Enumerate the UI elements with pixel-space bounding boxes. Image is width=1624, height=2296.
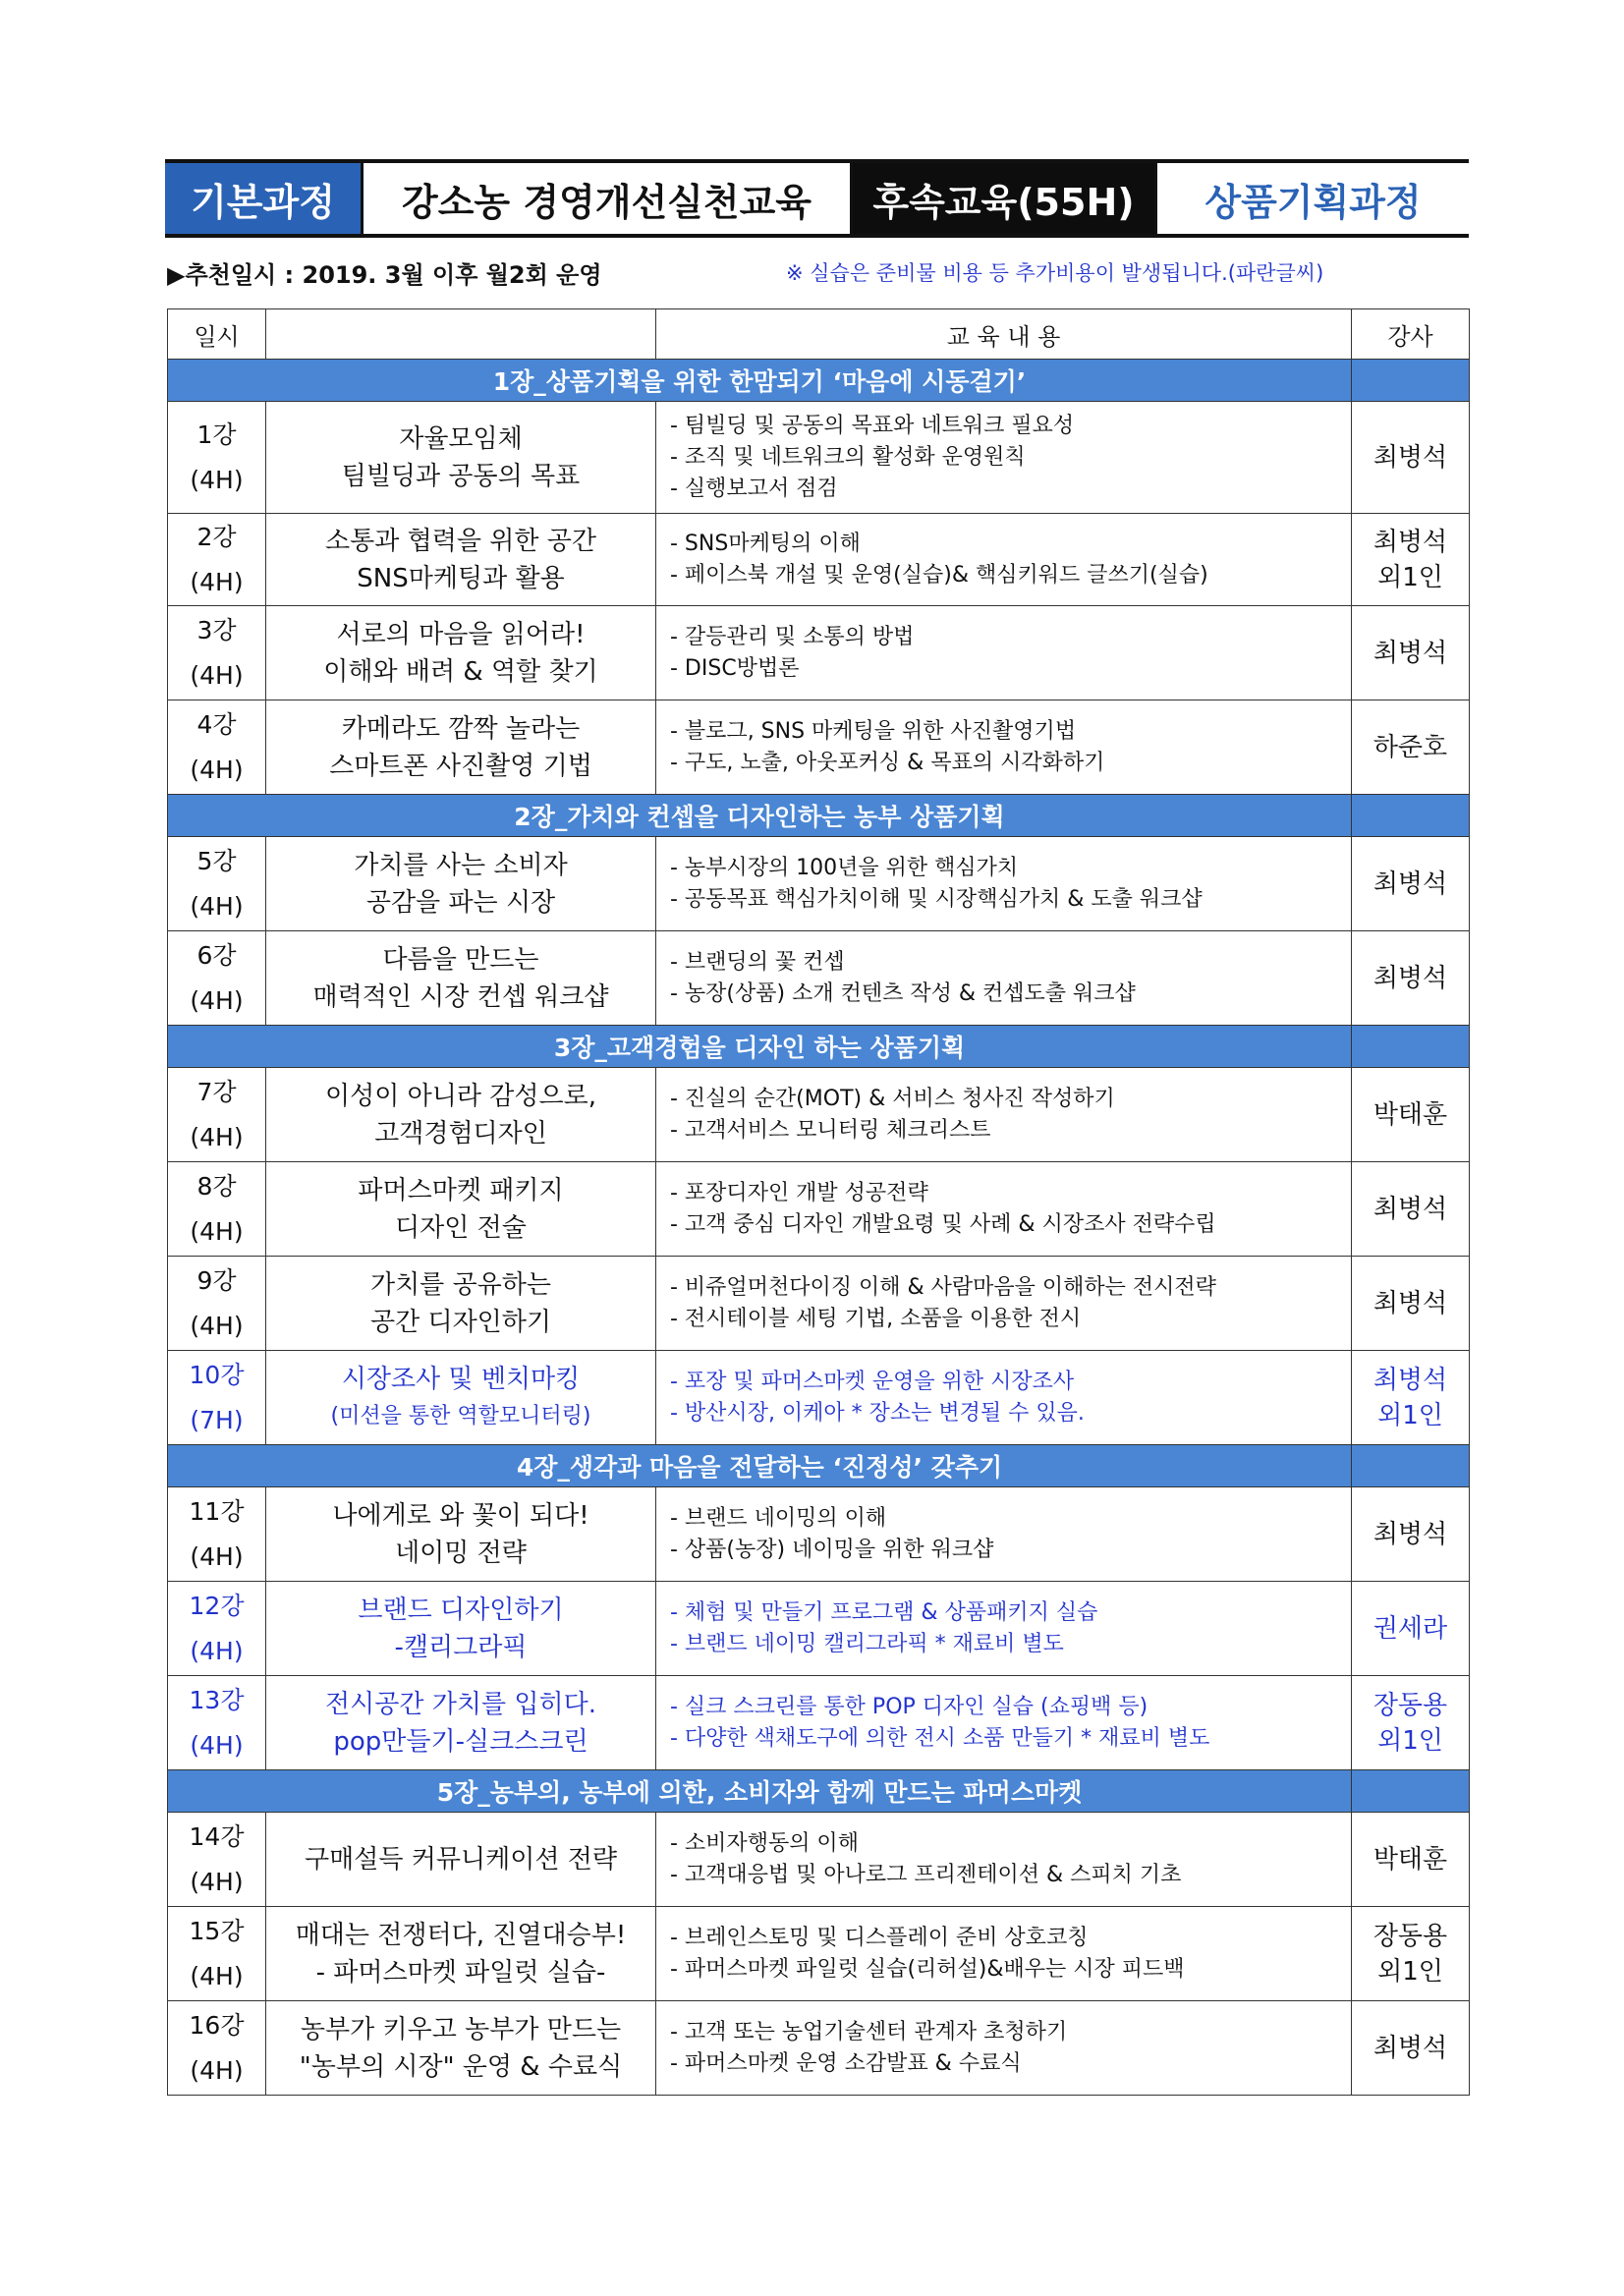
teacher-cell — [1352, 1813, 1470, 1907]
content-item: - 공동목표 핵심가치이해 및 시장핵심가치 & 도출 워크샵 — [670, 886, 1203, 912]
session-hours: (4H) — [190, 1216, 244, 1246]
session-title-line: -캘리그라픽 — [394, 1632, 528, 1662]
session-number: 12강 — [189, 1591, 245, 1620]
content-item: - 고객대응법 및 아나로그 프리젠테이션 & 스피치 기초 — [670, 1862, 1182, 1887]
column-header-content: 교 육 내 용 — [656, 309, 1352, 360]
session-title-line: 고객경험디자인 — [374, 1118, 547, 1148]
basic-course-label: 기본과정 — [165, 163, 364, 234]
table-row — [168, 1582, 1470, 1676]
content-item: - 브레인스토밍 및 디스플레이 준비 상호코칭 — [670, 1925, 1089, 1950]
table-row — [168, 606, 1470, 700]
session-content-cell — [656, 1907, 1352, 2001]
teacher-cell — [1352, 1351, 1470, 1445]
content-item: - 농부시장의 100년을 위한 핵심가치 — [670, 855, 1019, 880]
session-cell — [168, 514, 266, 606]
session-number: 9강 — [196, 1265, 237, 1295]
session-cell — [168, 1907, 266, 2001]
session-title-cell — [266, 2001, 656, 2096]
content-item: - 브랜딩의 꽃 컨셉 — [670, 949, 845, 975]
session-hours: (4H) — [190, 1636, 244, 1665]
table-row — [168, 1162, 1470, 1257]
session-title-line: 브랜드 디자인하기 — [358, 1595, 564, 1625]
session-title-line: 전시공간 가치를 입히다. — [325, 1689, 596, 1719]
session-cell — [168, 1487, 266, 1582]
header-bar — [165, 159, 1469, 238]
session-title-cell — [266, 931, 656, 1026]
teacher-name: 외1인 — [1377, 1956, 1443, 1987]
cost-note: ※ 실습은 준비물 비용 등 추가비용이 발생됩니다.(파란글씨) — [786, 261, 1324, 285]
session-title-line: (미션을 통한 역할모니터링) — [330, 1403, 591, 1428]
session-content-cell — [656, 1813, 1352, 1907]
teacher-name: 외1인 — [1377, 1400, 1443, 1430]
column-header-blank — [266, 309, 656, 360]
teacher-cell — [1352, 1676, 1470, 1770]
session-content-cell — [656, 514, 1352, 606]
teacher-name: 박태훈 — [1372, 1844, 1448, 1875]
content-item: - 갈등관리 및 소통의 방법 — [670, 624, 915, 649]
teacher-cell — [1352, 1907, 1470, 2001]
content-item: - 실행보고서 점검 — [670, 476, 838, 501]
session-content-cell — [656, 700, 1352, 795]
table-row — [168, 1907, 1470, 2001]
session-title-line: - 파머스마켓 파일럿 실습- — [315, 1957, 606, 1988]
chapter-blank-cell — [1352, 1445, 1470, 1487]
table-row — [168, 837, 1470, 931]
session-number: 6강 — [196, 940, 237, 970]
session-title-line: 구매설득 커뮤니케이션 전략 — [305, 1844, 617, 1875]
content-item: - 비쥬얼머천다이징 이해 & 사람마음을 이해하는 전시전략 — [670, 1274, 1216, 1300]
session-hours: (4H) — [190, 985, 244, 1015]
chapter-blank-cell — [1352, 360, 1470, 402]
teacher-cell — [1352, 1257, 1470, 1351]
session-content-cell — [656, 1582, 1352, 1676]
session-content-cell — [656, 2001, 1352, 2096]
table-row — [168, 1487, 1470, 1582]
session-title-line: 매대는 전쟁터다, 진열대승부! — [295, 1920, 627, 1950]
teacher-name: 외1인 — [1377, 562, 1443, 592]
session-title-cell — [266, 1907, 656, 2001]
chapter-row — [168, 360, 1470, 402]
session-title-line: 나에게로 와 꽃이 되다! — [332, 1500, 589, 1531]
session-content-cell — [656, 402, 1352, 514]
session-cell — [168, 931, 266, 1026]
content-item: - 포장디자인 개발 성공전략 — [670, 1180, 928, 1205]
teacher-cell — [1352, 837, 1470, 931]
session-title-cell — [266, 1257, 656, 1351]
teacher-name: 장동용 — [1372, 1921, 1448, 1951]
content-item: - 실크 스크린를 통한 POP 디자인 실습 (쇼핑백 등) — [670, 1694, 1148, 1719]
content-item: - 블로그, SNS 마케팅을 위한 사진촬영기법 — [670, 718, 1077, 744]
teacher-name: 권세라 — [1372, 1613, 1448, 1644]
content-item: - 브랜드 네이밍 캘리그라픽 * 재료비 별도 — [670, 1631, 1064, 1656]
content-item: - 방산시장, 이케아 * 장소는 변경될 수 있음. — [670, 1400, 1085, 1426]
teacher-cell — [1352, 514, 1470, 606]
session-title-cell — [266, 837, 656, 931]
session-title-line: 공간 디자인하기 — [369, 1307, 552, 1337]
teacher-name: 장동용 — [1372, 1690, 1448, 1720]
session-number: 4강 — [196, 709, 237, 739]
session-cell — [168, 1162, 266, 1257]
session-title-line: 가치를 공유하는 — [369, 1269, 552, 1300]
session-number: 1강 — [196, 420, 237, 449]
teacher-name: 최병석 — [1372, 1519, 1448, 1549]
session-cell — [168, 1813, 266, 1907]
table-row — [168, 1257, 1470, 1351]
session-cell — [168, 1582, 266, 1676]
session-cell — [168, 700, 266, 795]
content-item: - 고객 또는 농업기술센터 관계자 초청하기 — [670, 2019, 1068, 2044]
session-number: 2강 — [196, 522, 237, 551]
column-header-teacher: 강사 — [1352, 309, 1470, 360]
teacher-name: 최병석 — [1372, 963, 1448, 993]
session-title-line: SNS마케팅과 활용 — [357, 563, 565, 593]
content-item: - 조직 및 네트워크의 활성화 운영원칙 — [670, 444, 1026, 470]
session-title-line: 다름을 만드는 — [382, 944, 539, 975]
session-title-line: 소통과 협력을 위한 공간 — [325, 526, 596, 556]
table-row — [168, 402, 1470, 514]
session-hours: (4H) — [190, 660, 244, 690]
teacher-name: 외1인 — [1377, 1725, 1443, 1756]
session-number: 7강 — [196, 1077, 237, 1106]
session-title-line: 농부가 키우고 농부가 만드는 — [300, 2014, 622, 2044]
session-number: 3강 — [196, 615, 237, 644]
session-cell — [168, 1257, 266, 1351]
session-title-cell — [266, 606, 656, 700]
session-content-cell — [656, 1351, 1352, 1445]
content-item: - 다양한 색채도구에 의한 전시 소품 만들기 * 재료비 별도 — [670, 1725, 1210, 1751]
session-content-cell — [656, 1676, 1352, 1770]
session-hours: (4H) — [190, 1867, 244, 1896]
session-content-cell — [656, 837, 1352, 931]
session-title-line: 이해와 배려 & 역할 찾기 — [323, 656, 598, 687]
teacher-cell — [1352, 1582, 1470, 1676]
session-hours: (7H) — [190, 1405, 244, 1434]
content-item: - 농장(상품) 소개 컨텐츠 작성 & 컨셉도출 워크샵 — [670, 980, 1136, 1006]
content-item: - DISC방법론 — [670, 655, 800, 681]
session-hours: (4H) — [190, 1541, 244, 1571]
session-cell — [168, 1676, 266, 1770]
chapter-blank-cell — [1352, 1770, 1470, 1813]
chapter-blank-cell — [1352, 795, 1470, 837]
session-title-line: 이성이 아니라 감성으로, — [325, 1081, 596, 1111]
teacher-name: 최병석 — [1372, 868, 1448, 899]
teacher-cell — [1352, 1162, 1470, 1257]
session-title-cell — [266, 1676, 656, 1770]
chapter-row — [168, 1445, 1470, 1487]
content-item: - 체험 및 만들기 프로그램 & 상품패키지 실습 — [670, 1599, 1098, 1625]
session-title-line: 팀빌딩과 공동의 목표 — [341, 461, 581, 491]
table-row — [168, 2001, 1470, 2096]
table-row — [168, 1676, 1470, 1770]
session-content-cell — [656, 1487, 1352, 1582]
session-title-cell — [266, 402, 656, 514]
teacher-name: 하준호 — [1372, 732, 1448, 762]
session-title-cell — [266, 1582, 656, 1676]
session-title-cell — [266, 700, 656, 795]
session-title-line: 공감을 파는 시장 — [365, 887, 556, 918]
session-hours: (4H) — [190, 567, 244, 596]
content-item: - 파머스마켓 운영 소감발표 & 수료식 — [670, 2050, 1022, 2076]
session-cell — [168, 2001, 266, 2096]
session-hours: (4H) — [190, 1730, 244, 1760]
session-title-cell — [266, 514, 656, 606]
session-hours: (4H) — [190, 465, 244, 494]
chapter-title: 3장_고객경험을 디자인 하는 상품기획 — [168, 1026, 1352, 1068]
content-item: - SNS마케팅의 이해 — [670, 531, 861, 556]
content-item: - 포장 및 파머스마켓 운영을 위한 시장조사 — [670, 1369, 1075, 1394]
session-title-cell — [266, 1813, 656, 1907]
teacher-cell — [1352, 606, 1470, 700]
course-name: 강소농 경영개선실천교육 — [364, 163, 853, 234]
session-title-line: 파머스마켓 패키지 — [358, 1175, 564, 1205]
table-row — [168, 1351, 1470, 1445]
schedule-table — [167, 308, 1470, 2096]
table-row — [168, 1813, 1470, 1907]
session-title-line: 가치를 사는 소비자 — [354, 850, 568, 880]
session-number: 10강 — [189, 1360, 245, 1389]
teacher-cell — [1352, 1068, 1470, 1162]
chapter-row — [168, 795, 1470, 837]
content-item: - 상품(농장) 네이밍을 위한 워크샵 — [670, 1537, 994, 1562]
session-title-line: 매력적인 시장 컨셉 워크샵 — [312, 981, 609, 1012]
session-content-cell — [656, 931, 1352, 1026]
content-item: - 구도, 노출, 아웃포커싱 & 목표의 시각화하기 — [670, 750, 1105, 775]
content-item: - 팀빌딩 및 공동의 목표와 네트워크 필요성 — [670, 413, 1075, 438]
teacher-name: 최병석 — [1372, 442, 1448, 473]
table-row — [168, 700, 1470, 795]
teacher-name: 최병석 — [1372, 1365, 1448, 1395]
session-cell — [168, 837, 266, 931]
chapter-row — [168, 1770, 1470, 1813]
teacher-cell — [1352, 402, 1470, 514]
teacher-cell — [1352, 931, 1470, 1026]
session-title-line: 스마트폰 사진촬영 기법 — [329, 751, 592, 781]
teacher-cell — [1352, 1487, 1470, 1582]
followup-label: 후속교육(55H) — [853, 163, 1157, 234]
column-header-date: 일시 — [168, 309, 266, 360]
session-title-cell — [266, 1487, 656, 1582]
chapter-row — [168, 1026, 1470, 1068]
session-title-line: 카메라도 깜짝 놀라는 — [341, 713, 581, 744]
teacher-name: 최병석 — [1372, 1194, 1448, 1224]
session-title-line: 서로의 마음을 읽어라! — [336, 619, 586, 649]
session-cell — [168, 606, 266, 700]
session-hours: (4H) — [190, 1122, 244, 1151]
session-hours: (4H) — [190, 1311, 244, 1340]
session-title-line: "농부의 시장" 운영 & 수료식 — [299, 2051, 623, 2082]
chapter-title: 5장_농부의, 농부에 의한, 소비자와 함께 만드는 파머스마켓 — [168, 1770, 1352, 1813]
schedule-info: ▶추천일시 : 2019. 3월 이후 월2회 운영 — [167, 261, 602, 289]
table-row — [168, 514, 1470, 606]
session-hours: (4H) — [190, 891, 244, 921]
session-content-cell — [656, 1162, 1352, 1257]
session-content-cell — [656, 1257, 1352, 1351]
session-title-cell — [266, 1351, 656, 1445]
session-cell — [168, 1351, 266, 1445]
table-header-row — [168, 309, 1470, 360]
session-number: 13강 — [189, 1685, 245, 1714]
session-hours: (4H) — [190, 755, 244, 784]
content-item: - 전시테이블 세팅 기법, 소품을 이용한 전시 — [670, 1306, 1082, 1331]
session-content-cell — [656, 606, 1352, 700]
teacher-name: 최병석 — [1372, 527, 1448, 557]
chapter-title: 4장_생각과 마음을 전달하는 ‘진정성’ 갖추기 — [168, 1445, 1352, 1487]
content-item: - 브랜드 네이밍의 이해 — [670, 1505, 887, 1531]
product-course-title: 상품기획과정 — [1157, 163, 1469, 234]
teacher-name: 최병석 — [1372, 2033, 1448, 2063]
session-cell — [168, 402, 266, 514]
chapter-blank-cell — [1352, 1026, 1470, 1068]
teacher-name: 최병석 — [1372, 638, 1448, 668]
content-item: - 소비자행동의 이해 — [670, 1830, 859, 1856]
table-row — [168, 1068, 1470, 1162]
content-item: - 페이스북 개설 및 운영(실습)& 핵심키워드 글쓰기(실습) — [670, 562, 1208, 588]
session-title-line: pop만들기-실크스크린 — [333, 1726, 588, 1757]
teacher-name: 박태훈 — [1372, 1099, 1448, 1130]
content-item: - 고객 중심 디자인 개발요령 및 사례 & 시장조사 전략수립 — [670, 1211, 1216, 1237]
session-hours: (4H) — [190, 1961, 244, 1990]
session-content-cell — [656, 1068, 1352, 1162]
session-title-line: 시장조사 및 벤치마킹 — [341, 1364, 581, 1394]
teacher-cell — [1352, 700, 1470, 795]
session-title-line: 네이밍 전략 — [395, 1538, 527, 1568]
chapter-title: 2장_가치와 컨셉을 디자인하는 농부 상품기획 — [168, 795, 1352, 837]
session-number: 11강 — [189, 1496, 245, 1526]
content-item: - 고객서비스 모니터링 체크리스트 — [670, 1117, 991, 1143]
session-title-line: 디자인 전술 — [395, 1212, 527, 1243]
session-hours: (4H) — [190, 2055, 244, 2085]
chapter-title: 1장_상품기획을 위한 한맘되기 ‘마음에 시동걸기’ — [168, 360, 1352, 402]
session-number: 15강 — [189, 1916, 245, 1945]
session-number: 16강 — [189, 2010, 245, 2040]
session-title-cell — [266, 1162, 656, 1257]
session-cell — [168, 1068, 266, 1162]
session-number: 14강 — [189, 1821, 245, 1851]
session-title-cell — [266, 1068, 656, 1162]
session-number: 5강 — [196, 846, 237, 875]
teacher-name: 최병석 — [1372, 1288, 1448, 1318]
teacher-cell — [1352, 2001, 1470, 2096]
table-row — [168, 931, 1470, 1026]
session-number: 8강 — [196, 1171, 237, 1201]
content-item: - 파머스마켓 파일럿 실습(리허설)&배우는 시장 피드백 — [670, 1956, 1185, 1982]
content-item: - 진실의 순간(MOT) & 서비스 청사진 작성하기 — [670, 1086, 1115, 1111]
session-title-line: 자율모임체 — [399, 423, 523, 454]
